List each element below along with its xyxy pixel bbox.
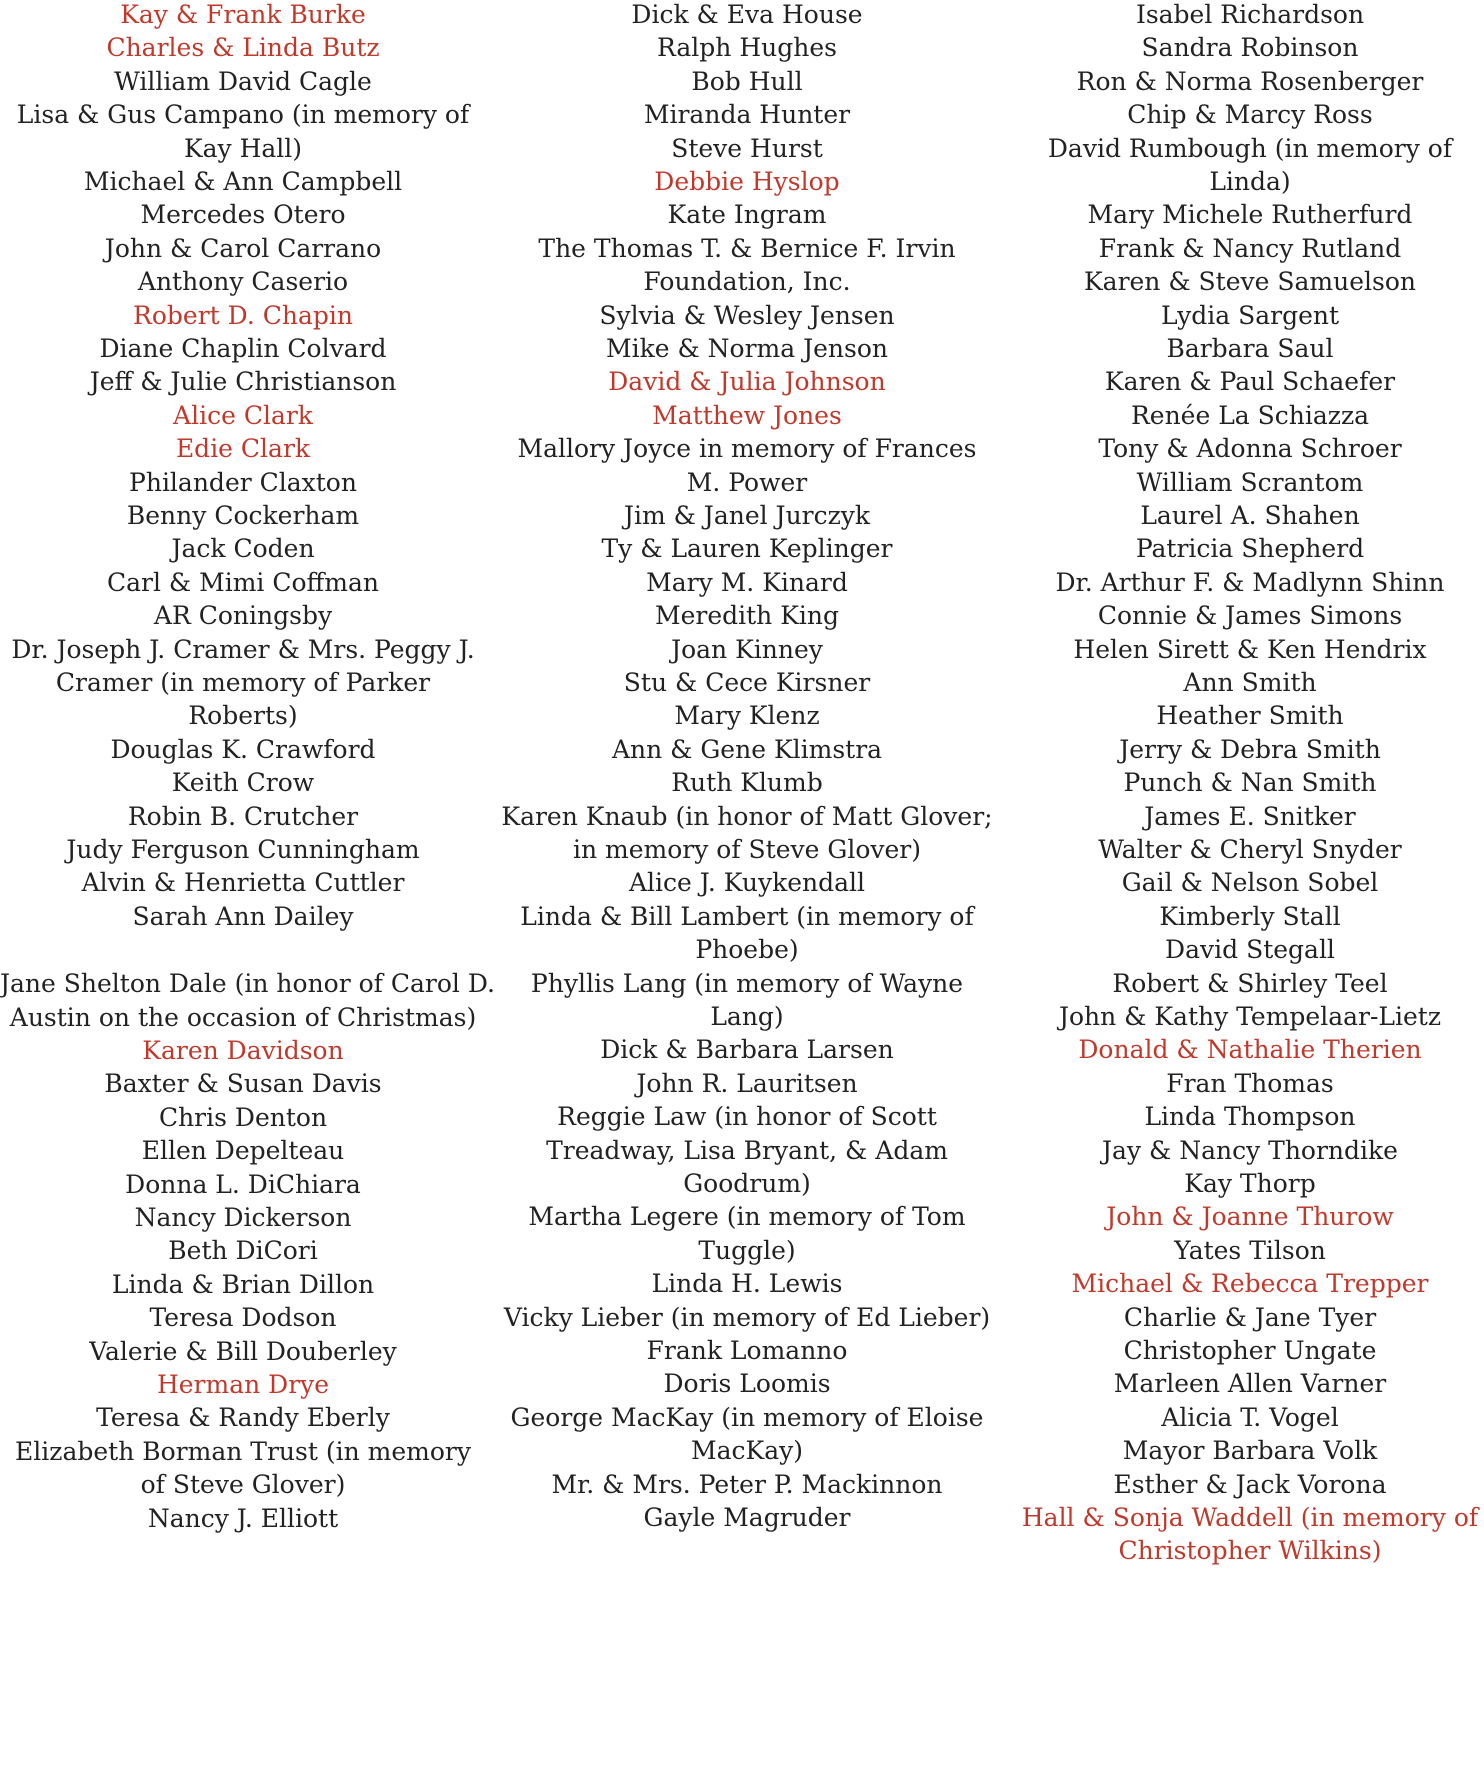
donor-name: Gayle Magruder	[643, 1503, 851, 1532]
donor-name: Frank Lomanno	[646, 1336, 848, 1365]
donor-name: Frank & Nancy Rutland	[1098, 233, 1402, 263]
donor-name: Miranda Hunter	[643, 100, 851, 130]
donor-name: Sandra Robinson	[1141, 33, 1359, 63]
donor-name: Mr. & Mrs. Peter P. Mackinnon	[551, 1469, 943, 1499]
donor-name-highlighted: John & Joanne Thurow	[1106, 1202, 1394, 1232]
donor-name: Punch & Nan Smith	[1123, 768, 1377, 798]
donor-name-highlighted: Matthew Jones	[652, 400, 842, 430]
donor-name: Sarah Ann Dailey	[132, 901, 354, 931]
donor-name: Reggie Law (in honor of Scott	[557, 1102, 937, 1132]
donor-name: Fran Thomas	[1166, 1068, 1334, 1098]
donor-name: Nancy J. Elliott	[147, 1503, 339, 1533]
donor-name: Dr. Arthur F. & Madlynn Shinn	[1055, 567, 1445, 597]
donor-name: Benny Cockerham	[126, 501, 360, 530]
donor-name: Mary Klenz	[674, 701, 820, 731]
donor-name-highlighted: Karen Davidson	[142, 1036, 344, 1065]
donor-name: Cramer (in memory of Parker	[55, 668, 431, 697]
donor-name-highlighted: Hall & Sonja Waddell (in memory of	[1021, 1503, 1479, 1532]
donor-name: Robert & Shirley Teel	[1112, 968, 1388, 998]
donor-name: Steve Hurst	[671, 133, 823, 163]
donor-name: Nancy Dickerson	[134, 1203, 352, 1232]
donor-name: Dick & Eva House	[631, 0, 863, 29]
donor-name: Phyllis Lang (in memory of Wayne	[530, 968, 964, 998]
donor-column-1	[0, 0, 495, 1782]
donor-name: Foundation, Inc.	[643, 267, 851, 297]
donor-name: Stu & Cece Kirsner	[623, 668, 871, 697]
donor-name: Teresa Dodson	[149, 1303, 337, 1333]
donor-name: Kay Hall)	[183, 133, 303, 163]
donor-name: Lisa & Gus Campano (in memory of	[16, 100, 470, 130]
donor-name-highlighted: Kay & Frank Burke	[120, 0, 366, 29]
donor-name: Kate Ingram	[667, 200, 827, 230]
donor-name-highlighted: Alice Clark	[173, 400, 313, 430]
donor-name: Jim & Janel Jurczyk	[623, 501, 871, 530]
donor-name: Vicky Lieber (in memory of Ed Lieber)	[503, 1302, 991, 1332]
donor-name: Austin on the occasion of Christmas)	[9, 1002, 477, 1032]
donor-name: The Thomas T. & Bernice F. Irvin	[538, 233, 956, 263]
donor-name: Heather Smith	[1156, 701, 1344, 731]
donor-name: Ralph Hughes	[657, 33, 837, 63]
donor-name: Jay & Nancy Thorndike	[1102, 1135, 1398, 1165]
donor-name: Carl & Mimi Coffman	[106, 567, 380, 597]
donor-name: M. Power	[686, 467, 808, 497]
donor-name: Tony & Adonna Schroer	[1098, 434, 1402, 464]
donor-name: Meredith King	[654, 601, 839, 631]
donor-name: Bob Hull	[691, 66, 803, 96]
donor-name: Lang)	[710, 1002, 784, 1031]
donor-name: of Steve Glover)	[140, 1470, 346, 1500]
donor-name: Marleen Allen Varner	[1113, 1369, 1387, 1399]
donor-name: Alice J. Kuykendall	[628, 868, 866, 898]
donor-name: Ron & Norma Rosenberger	[1076, 66, 1424, 96]
donor-name: Lydia Sargent	[1160, 300, 1340, 330]
donor-name: John & Kathy Tempelaar-Lietz	[1058, 1002, 1442, 1031]
donor-name: Elizabeth Borman Trust (in memory	[15, 1436, 471, 1466]
donor-name: Chip & Marcy Ross	[1127, 100, 1373, 130]
donor-name: Karen Knaub (in honor of Matt Glover;	[501, 801, 993, 831]
donor-name: Diane Chaplin Colvard	[99, 334, 387, 363]
donor-name: Keith Crow	[171, 768, 315, 798]
donor-name: William Scrantom	[1136, 467, 1364, 497]
donor-name: John R. Lauritsen	[636, 1068, 858, 1098]
donor-name: Donna L. DiChiara	[125, 1169, 361, 1199]
donor-name: Dick & Barbara Larsen	[600, 1035, 894, 1065]
donor-name: Robin B. Crutcher	[127, 801, 359, 831]
donor-name: Sylvia & Wesley Jensen	[599, 300, 895, 330]
donor-name: Ann Smith	[1183, 668, 1317, 697]
donor-name-highlighted: David & Julia Johnson	[608, 367, 886, 397]
donor-name: Doris Loomis	[663, 1369, 831, 1399]
donor-name: Linda)	[1209, 167, 1291, 196]
donor-name: Judy Ferguson Cunningham	[66, 835, 420, 864]
donor-name: Mayor Barbara Volk	[1122, 1436, 1378, 1466]
donor-name: Helen Sirett & Ken Hendrix	[1073, 634, 1427, 664]
donor-name: Martha Legere (in memory of Tom	[528, 1202, 966, 1232]
donor-name: Karen & Paul Schaefer	[1104, 367, 1396, 397]
donor-name: Mary M. Kinard	[646, 567, 848, 597]
donor-name: Goodrum)	[683, 1169, 811, 1198]
donor-name-highlighted: Michael & Rebecca Trepper	[1071, 1269, 1429, 1299]
donor-name: George MacKay (in memory of Eloise	[510, 1402, 984, 1432]
donor-name-highlighted: Christopher Wilkins)	[1118, 1536, 1382, 1566]
donor-name-highlighted: Debbie Hyslop	[654, 167, 840, 196]
donor-name: Alicia T. Vogel	[1161, 1402, 1339, 1432]
donor-name: Alvin & Henrietta Cuttler	[81, 868, 405, 898]
donor-name: Gail & Nelson Sobel	[1121, 868, 1379, 898]
donor-column-2	[500, 0, 994, 1782]
donor-name: Linda & Bill Lambert (in memory of	[520, 901, 974, 931]
donor-name: John & Carol Carrano	[104, 233, 382, 263]
donor-name: Patricia Shepherd	[1135, 534, 1365, 564]
donor-name: Dr. Joseph J. Cramer & Mrs. Peggy J.	[11, 634, 475, 664]
donor-name: Isabel Richardson	[1135, 0, 1365, 29]
donor-name: Roberts)	[188, 701, 298, 731]
donor-name-highlighted: Herman Drye	[156, 1370, 330, 1399]
donor-name-highlighted: Donald & Nathalie Therien	[1078, 1035, 1422, 1065]
donor-name: Mallory Joyce in memory of Frances	[517, 434, 977, 464]
donor-column-3	[1016, 0, 1484, 1782]
donor-name: Joan Kinney	[671, 634, 823, 664]
donor-name: MacKay)	[691, 1436, 803, 1466]
donor-name: Chris Denton	[158, 1102, 328, 1132]
donor-name: Jeff & Julie Christianson	[89, 367, 397, 397]
donor-name: Charlie & Jane Tyer	[1123, 1302, 1377, 1332]
donor-name: William David Cagle	[114, 66, 372, 96]
donor-name-highlighted: Edie Clark	[175, 434, 311, 464]
donor-name: Barbara Saul	[1166, 334, 1334, 363]
donor-name: Teresa & Randy Eberly	[96, 1403, 390, 1433]
donor-name: Ann & Gene Klimstra	[611, 734, 883, 764]
donor-name: Linda H. Lewis	[651, 1269, 843, 1299]
donor-name: Jerry & Debra Smith	[1119, 734, 1381, 764]
donor-name: Esther & Jack Vorona	[1113, 1469, 1387, 1499]
donor-name: Tuggle)	[698, 1235, 796, 1265]
donor-name: Ruth Klumb	[671, 768, 823, 798]
donor-name: Treadway, Lisa Bryant, & Adam	[546, 1135, 948, 1165]
donor-name: Valerie & Bill Douberley	[89, 1336, 397, 1366]
donor-name: Laurel A. Shahen	[1140, 501, 1360, 530]
donor-name: Michael & Ann Campbell	[83, 167, 403, 196]
donor-name: Jack Coden	[171, 534, 315, 564]
donor-name: Ellen Depelteau	[141, 1136, 345, 1166]
donor-name: Phoebe)	[695, 935, 799, 965]
donor-name: Kay Thorp	[1184, 1169, 1316, 1198]
donor-name: Douglas K. Crawford	[110, 734, 376, 764]
donor-name: David Stegall	[1165, 935, 1335, 965]
donor-name: Renée La Schiazza	[1130, 400, 1370, 430]
donor-name-highlighted: Charles & Linda Butz	[106, 33, 380, 63]
donor-name: Beth DiCori	[168, 1236, 318, 1266]
donor-name: AR Coningsby	[153, 601, 333, 631]
donor-name: Ty & Lauren Keplinger	[601, 534, 893, 564]
donor-name: Linda & Brian Dillon	[111, 1269, 375, 1299]
donor-name: Yates Tilson	[1174, 1235, 1326, 1265]
donor-name: Anthony Caserio	[137, 267, 349, 297]
donor-name: Jane Shelton Dale (in honor of Carol D.	[0, 969, 495, 999]
donor-name: Linda Thompson	[1144, 1102, 1356, 1132]
donor-name: Christopher Ungate	[1123, 1336, 1377, 1365]
donor-name: Mercedes Otero	[140, 200, 346, 230]
donor-name: Karen & Steve Samuelson	[1083, 267, 1417, 297]
donor-name: Connie & James Simons	[1097, 601, 1403, 631]
donor-name: David Rumbough (in memory of	[1047, 133, 1453, 163]
donor-name: in memory of Steve Glover)	[572, 835, 922, 864]
donor-name-highlighted: Robert D. Chapin	[133, 300, 353, 330]
donor-name: Baxter & Susan Davis	[104, 1069, 382, 1099]
donor-name: Walter & Cheryl Snyder	[1098, 835, 1402, 864]
donor-name: Kimberly Stall	[1159, 901, 1341, 931]
donor-name: James E. Snitker	[1144, 801, 1356, 831]
donor-name: Mike & Norma Jenson	[605, 334, 889, 363]
donor-name: Philander Claxton	[129, 467, 357, 497]
donor-name: Mary Michele Rutherfurd	[1087, 200, 1413, 230]
